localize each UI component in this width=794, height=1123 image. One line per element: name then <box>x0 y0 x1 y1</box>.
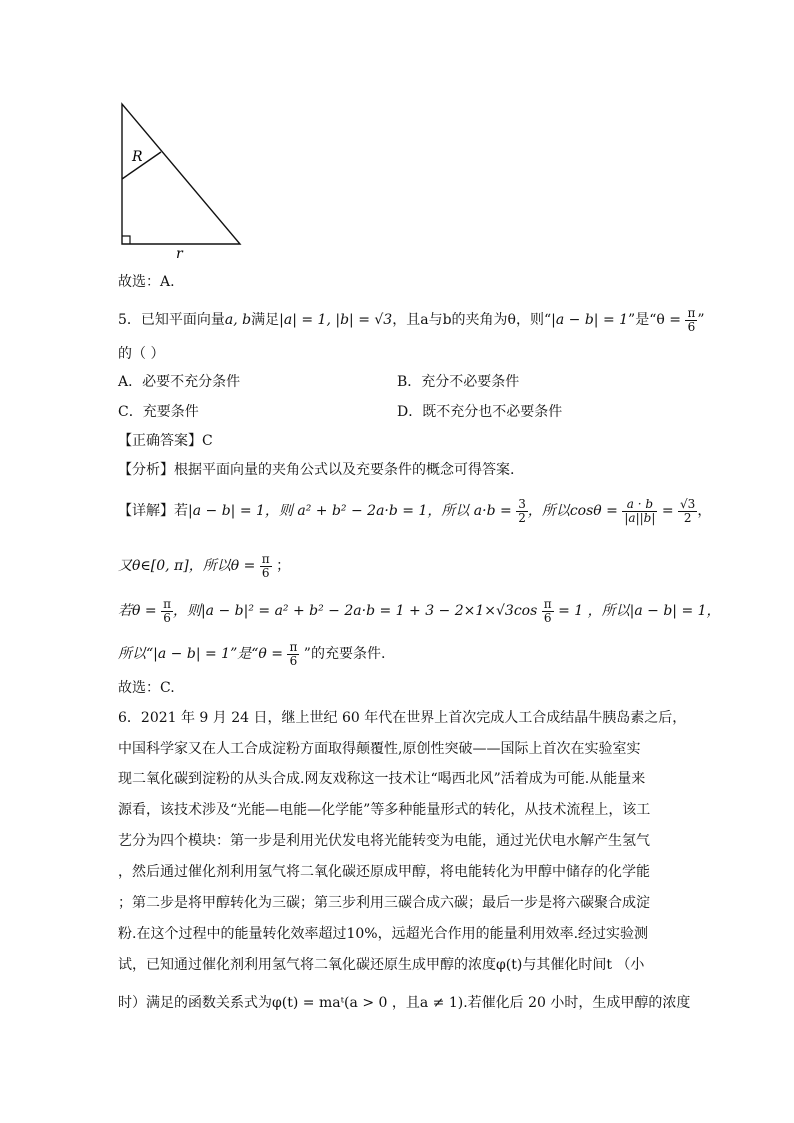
q6-line: 6．2021 年 9 月 24 日，继上世纪 60 年代在世界上首次完成人工合成结晶牛胰岛素之后， <box>118 710 687 726</box>
q6-line: 现二氧化碳到淀粉的从头合成.网友戏称这一技术让“喝西北风”活着成为可能.从能量来 <box>118 771 646 787</box>
label-r: r <box>176 246 183 258</box>
q5-vectors: a, b <box>224 312 252 329</box>
pi-6-frac-2: $\frac{\pi}{6}$ <box>163 597 171 625</box>
detail-line-4: 所以“|a − b| = 1”是“θ = $\frac{\pi}{6}$ ”的充要条件. <box>118 640 386 668</box>
right-angle-mark <box>122 236 130 244</box>
q5-frac: $\frac{\pi}{6}$ <box>687 306 696 334</box>
prev-answer: 故选：A. <box>118 274 175 290</box>
q5-stem-line2: 的（ ） <box>118 346 165 362</box>
detail-label: 【详解】若 <box>118 503 188 520</box>
pi-6-frac-3: $\frac{\pi}{6}$ <box>543 597 552 625</box>
option-a: A．必要不充分条件 <box>118 374 241 390</box>
q6-line: 粉.在这个过程中的能量转化效率超过10%，远超光合作用的能量利用效率.经过实验测 <box>118 926 649 942</box>
frac-3-2: $\frac{3}{2}$ <box>518 497 526 525</box>
detail-line-2: 又θ∈[0, π]，所以θ = $\frac{\pi}{6}$ ； <box>118 552 291 580</box>
label-R: R <box>132 149 143 165</box>
q5-cond: |a| = 1, |b| = √3 <box>279 312 393 329</box>
q6-line: 源看，该技术涉及“光能—电能—化学能”等多种能量形式的转化，从技术流程上，该工 <box>118 802 651 818</box>
q6-line: 试，已知通过催化剂利用氢气将二氧化碳还原生成甲醇的浓度φ(t)与其催化时间t （小 <box>118 957 645 973</box>
option-d: D．既不充分也不必要条件 <box>397 404 563 420</box>
cos-eq: = <box>661 503 674 520</box>
q5-stem <box>118 307 705 333</box>
q5-is: ”是“θ = <box>628 312 681 329</box>
analysis: 【分析】根据平面向量的夹角公式以及充要条件的概念可得答案. <box>118 462 515 478</box>
q6-line: ；第二步是将甲醇转化为三碳；第三步利用三碳合成六碳；最后一步是将六碳聚合成淀 <box>118 895 650 911</box>
q6-line: 中国科学家又在人工合成淀粉方面取得颠覆性,原创性突破——国际上首次在实验室实 <box>118 741 641 757</box>
q6-line: 时）满足的函数关系式为φ(t) = maᵗ(a > 0 ，且a ≠ 1).若催化后 20 小时，生成甲醇的浓度 <box>118 995 691 1011</box>
triangle-outline <box>122 104 240 244</box>
pi-6-frac: $\frac{\pi}{6}$ <box>261 552 270 580</box>
sqrt3-frac: $\frac{√3}{2}$ <box>680 497 696 525</box>
q6-line: ，然后通过催化剂利用氢气将二氧化碳还原成甲醇，将电能转化为甲醇中储存的化学能 <box>118 864 650 880</box>
q5-satisfy: 满足 <box>251 312 280 329</box>
detail-1: |a − b| = 1，则 a² + b² − 2a·b = 1，所以 a·b = <box>188 503 512 520</box>
detail-line-1: 【详解】若|a − b| = 1，则 a² + b² − 2a·b = 1，所以 a·b = $\frac{3}{2}$ ，所以cosθ = $\frac{a \cdot b}{|a||b|}$ = $\frac{√3}{2}$ ， <box>118 497 712 525</box>
option-b: B．充分不必要条件 <box>397 374 520 390</box>
q5-mid: ，且a与b的夹角为θ，则“ <box>392 312 552 329</box>
right-triangle-figure <box>110 98 250 258</box>
q5-end: ” <box>697 312 705 329</box>
conclusion: 故选：C. <box>118 680 175 696</box>
q6-line: 艺分为四个模块：第一步是利用光伏发电将光能转变为电能，通过光伏电水解产生氢气 <box>118 833 650 849</box>
correct-answer: 【正确答案】C <box>118 433 213 449</box>
cos-frac: $\frac{a \cdot b}{|a||b|}$ <box>624 497 656 525</box>
q5-prefix: 5．已知平面向量 <box>118 312 225 329</box>
pi-6-frac-4: $\frac{\pi}{6}$ <box>289 640 298 668</box>
q5-cond2: |a − b| = 1 <box>551 312 629 329</box>
detail-line-3: 若θ = $\frac{\pi}{6}$ ，则|a − b|² = a² + b² − 2a·b = 1 + 3 − 2×1×√3cos $\frac{\pi}{6}$ = 1 ，所以|a − b| = 1， <box>118 597 721 625</box>
option-c: C．充要条件 <box>118 404 199 420</box>
detail-1b: ，所以cosθ = <box>527 503 618 520</box>
